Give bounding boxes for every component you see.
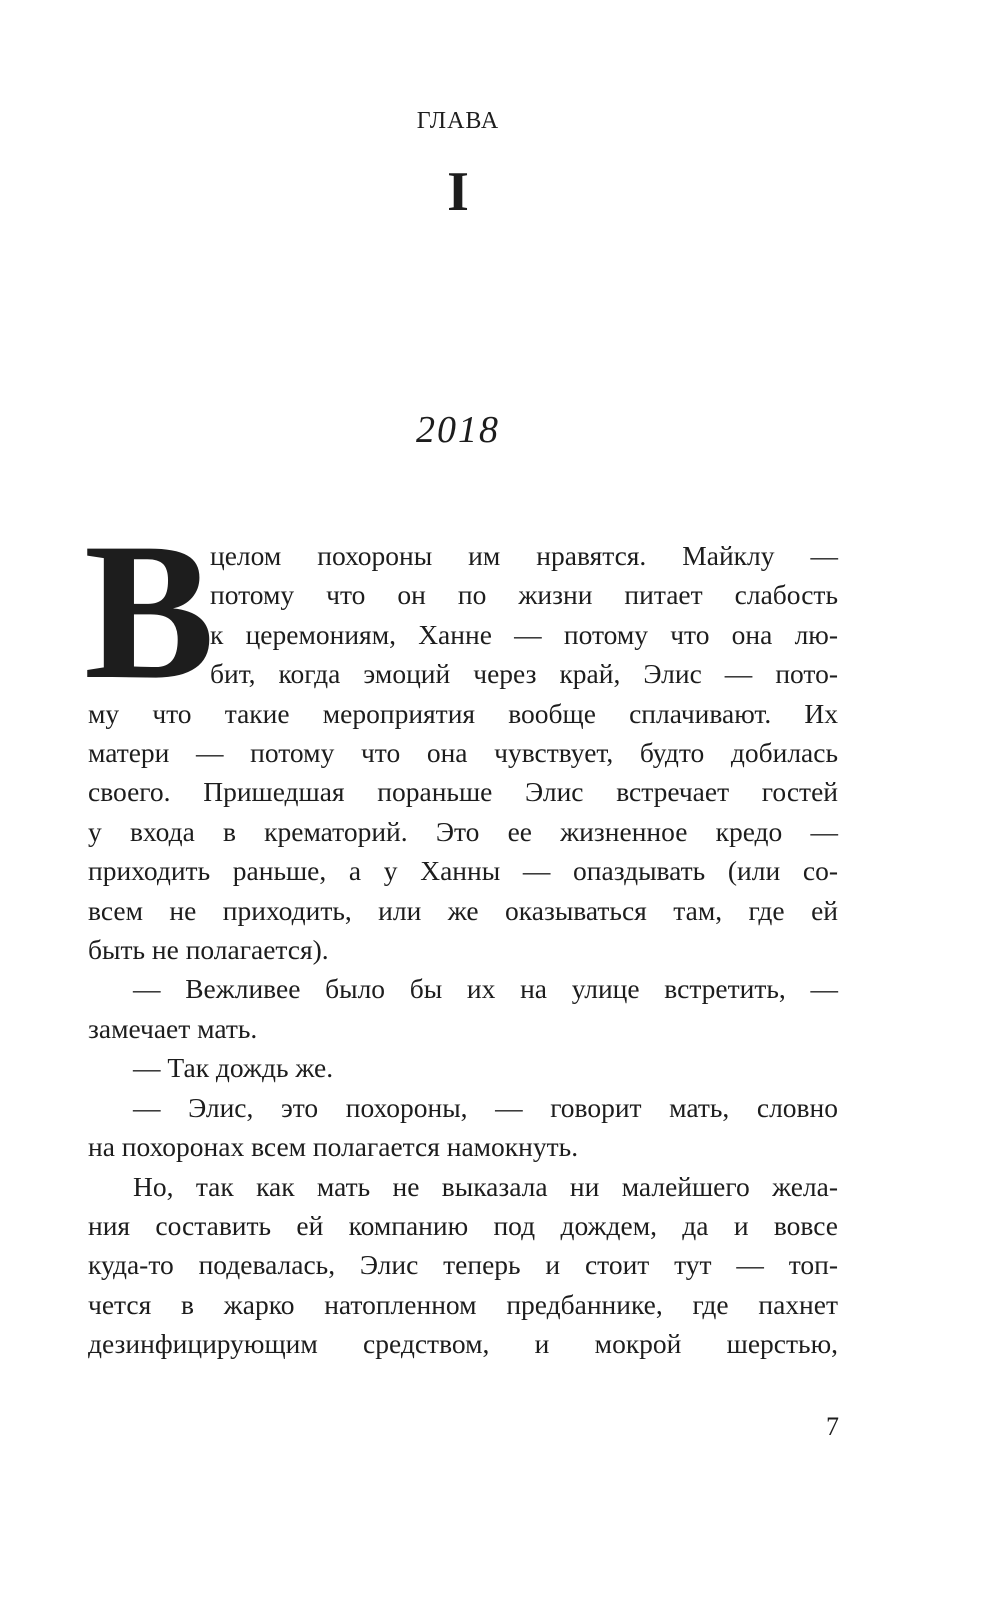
text-line: Но, так как мать не выказала ни малейшего жела- [133,1170,838,1202]
text-line: всем не приходить, или же оказываться там, где ей [88,894,838,926]
text-line: приходить раньше, а у Ханны — опаздывать (или со- [88,855,838,887]
chapter-number: I [447,161,469,223]
text-line: своего. Пришедшая пораньше Элис встречает гостей [88,776,838,808]
section-year: 2018 [416,409,500,451]
text-line: у входа в крематорий. Это ее жизненное кредо — [88,815,838,847]
text-line: матери — потому что она чувствует, будто добилась [88,737,838,769]
text-line: целом похороны им нравятся. Майклу — [210,540,838,571]
text-line: чется в жарко натопленном предбаннике, где пахнет [88,1288,838,1320]
text-line: — Элис, это похороны, — говорит мать, словно [133,1091,838,1123]
text-line: — Так дождь же. [133,1052,334,1084]
text-line: на похоронах всем полагается намокнуть. [88,1131,579,1163]
text-line: ния составить ей компанию под дождем, да и вовсе [88,1209,838,1241]
text-line: к церемониям, Ханне — потому что она лю- [210,618,838,650]
page-number: 7 [826,1412,839,1441]
text-line: — Вежливее было бы их на улице встретить, — [133,973,838,1005]
body-text [88,536,838,1364]
text-line: бит, когда эмоций через край, Элис — пото- [210,658,838,690]
chapter-label: ГЛАВА [416,108,500,134]
text-line: быть не полагается). [88,934,329,966]
text-line: замечает мать. [88,1012,258,1044]
text-line: куда-то подевалась, Элис теперь и стоит тут — топ- [88,1249,838,1281]
text-line: потому что он по жизни питает слабость [210,579,838,611]
drop-cap: В [84,503,215,720]
text-line: дезинфицирующим средством, и мокрой шерстью, [88,1328,838,1360]
text-line: му что такие мероприятия вообще сплачивают. Их [88,697,838,729]
